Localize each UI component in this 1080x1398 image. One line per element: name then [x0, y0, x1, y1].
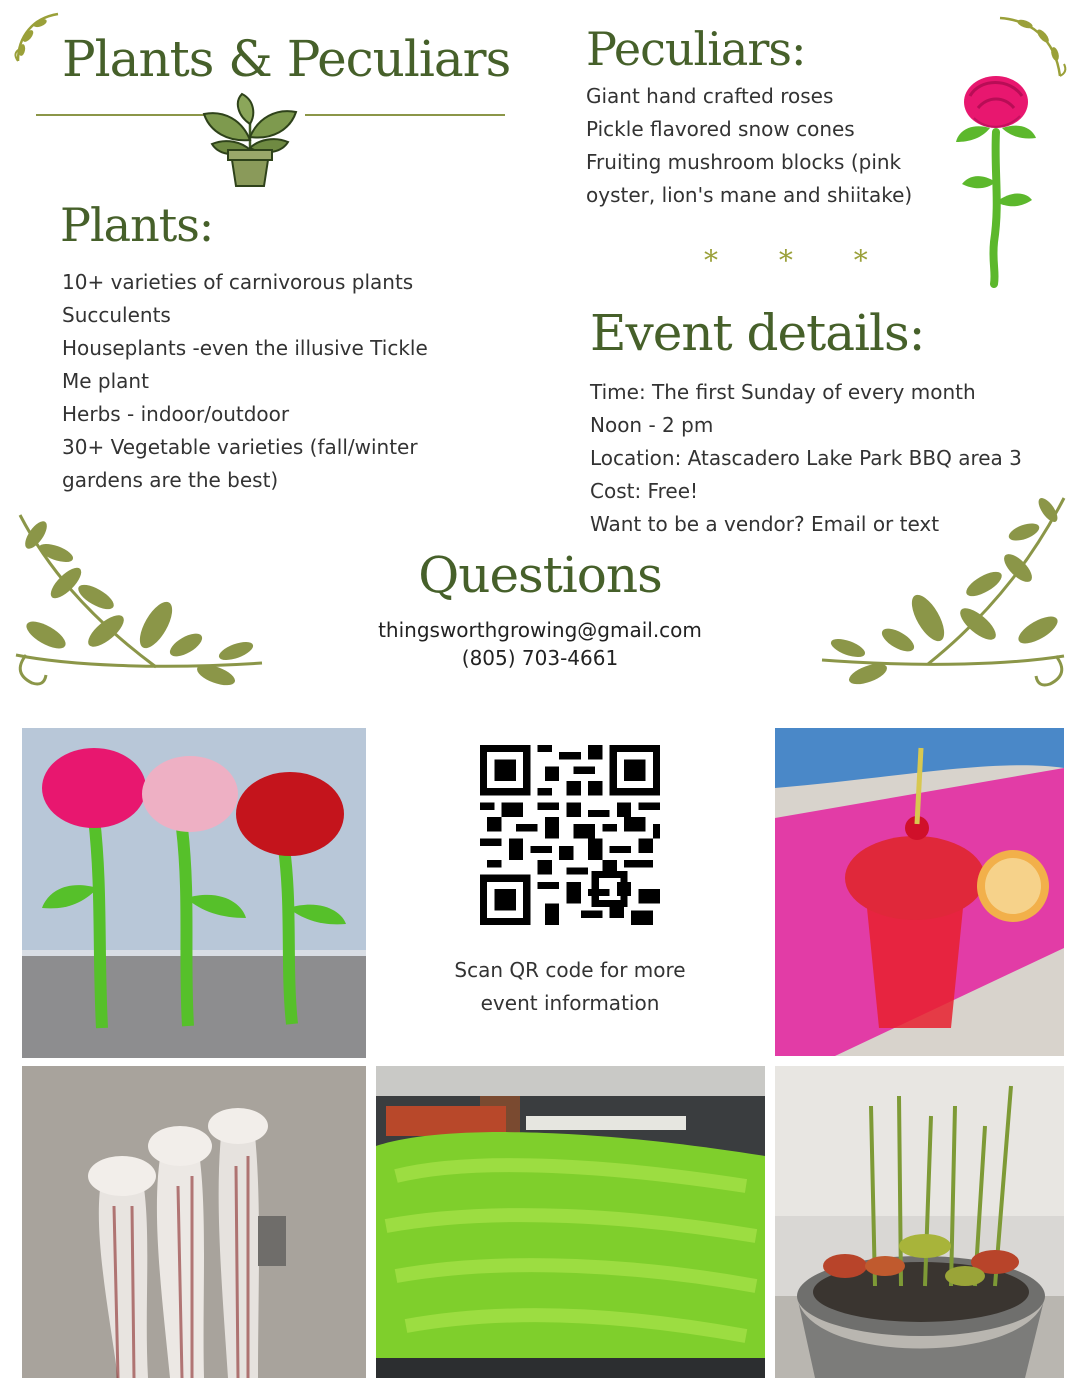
photo-snow-cone [775, 728, 1064, 1056]
list-item: Herbs - indoor/outdoor [62, 402, 290, 426]
qr-code[interactable] [480, 745, 660, 925]
list-item: Giant hand crafted roses [586, 84, 834, 108]
peculiars-list [586, 80, 912, 212]
list-item: Want to be a vendor? Email or text [590, 512, 940, 536]
qr-caption: Scan QR code for more [454, 958, 686, 982]
contact-phone[interactable]: (805) 703-4661 [461, 646, 619, 670]
title-rule-left [36, 114, 206, 116]
corner-vine-top-left [8, 6, 68, 66]
rose-illustration [950, 72, 1040, 288]
list-item: Cost: Free! [590, 479, 699, 503]
list-item: Fruiting mushroom blocks (pink [586, 150, 902, 174]
page-title: Plants & Peculiars [62, 30, 511, 88]
contact-email[interactable]: thingsworthgrowing@gmail.com [378, 618, 702, 642]
list-item: Houseplants -even the illusive Tickle [62, 336, 428, 360]
qr-caption: event information [480, 991, 660, 1015]
event-heading: Event details: [590, 304, 925, 362]
list-item: Succulents [62, 303, 171, 327]
plants-list [62, 266, 428, 497]
questions-heading: Questions [418, 546, 662, 604]
list-item: oyster, lion's mane and shiitake) [586, 183, 913, 207]
photo-crafted-roses [22, 728, 366, 1058]
photo-pitcher-plants [22, 1066, 366, 1378]
photo-seedlings [376, 1066, 765, 1378]
list-item: 10+ varieties of carnivorous plants [62, 270, 414, 294]
list-item: Location: Atascadero Lake Park BBQ area 3 [590, 446, 1022, 470]
list-item: Time: The first Sunday of every month [590, 380, 976, 404]
list-item: Noon - 2 pm [590, 413, 714, 437]
list-item: 30+ Vegetable varieties (fall/winter [62, 435, 418, 459]
photo-venus-flytrap [775, 1066, 1064, 1378]
potted-plant-icon [198, 92, 302, 190]
list-item: Pickle flavored snow cones [586, 117, 855, 141]
list-item: gardens are the best) [62, 468, 279, 492]
stars-separator: * * * [704, 244, 894, 277]
plants-heading: Plants: [60, 198, 214, 252]
title-rule-right [305, 114, 505, 116]
list-item: Me plant [62, 369, 149, 393]
peculiars-heading: Peculiars: [586, 22, 806, 76]
